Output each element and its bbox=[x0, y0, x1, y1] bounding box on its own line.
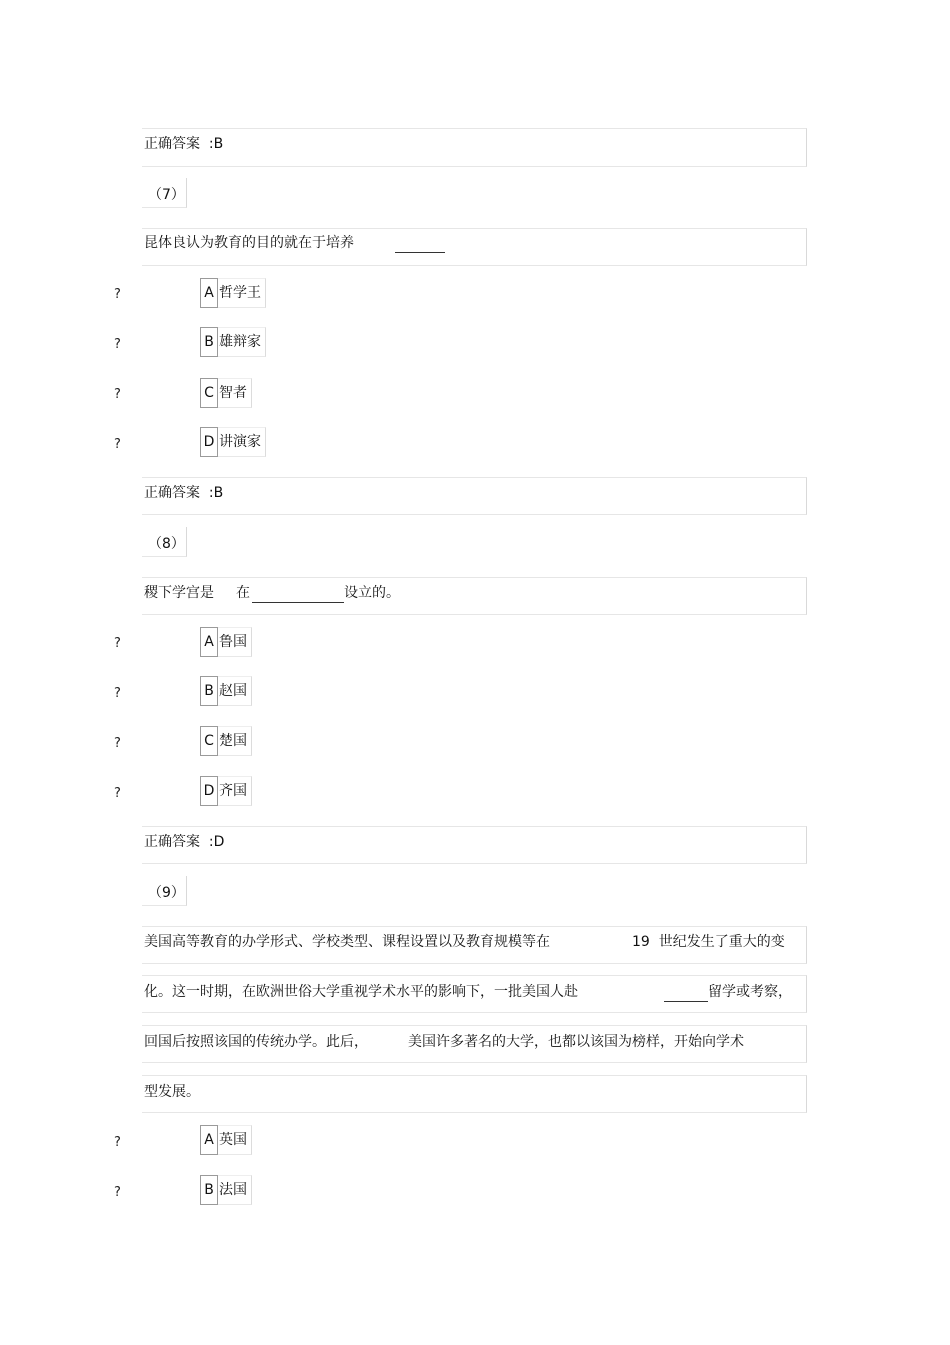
answer-text: 正确答案 :D bbox=[144, 834, 225, 850]
question-text-part: 设立的。 bbox=[344, 585, 400, 601]
option-b[interactable] bbox=[200, 327, 266, 357]
option-bullet: ? bbox=[114, 736, 121, 751]
option-letter: C bbox=[200, 726, 218, 756]
answer-text: 正确答案 :B bbox=[144, 136, 224, 152]
option-bullet: ? bbox=[114, 1135, 121, 1150]
option-bullet: ? bbox=[114, 387, 121, 402]
question-text bbox=[144, 235, 354, 251]
option-text: 鲁国 bbox=[219, 634, 247, 650]
answer-box bbox=[142, 477, 807, 515]
answer-blank bbox=[252, 588, 344, 603]
answer-text: 正确答案 :B bbox=[144, 485, 224, 501]
question-text-box bbox=[142, 926, 807, 964]
option-c[interactable] bbox=[200, 378, 252, 408]
option-letter: B bbox=[200, 1175, 218, 1205]
option-d[interactable] bbox=[200, 776, 252, 806]
option-text: 雄辩家 bbox=[219, 334, 261, 350]
option-b[interactable] bbox=[200, 1175, 252, 1205]
question-text-part: 昆体良认为教育的目的就在于培养 bbox=[144, 235, 354, 251]
question-text-box bbox=[142, 1025, 807, 1063]
option-letter: A bbox=[200, 278, 218, 308]
option-text: 赵国 bbox=[219, 683, 247, 699]
answer-blank bbox=[664, 987, 708, 1002]
question-text-line: 型发展。 bbox=[144, 1084, 200, 1100]
question-text-line: 美国许多著名的大学，也都以该国为榜样，开始向学术 bbox=[408, 1034, 744, 1050]
option-text: 楚国 bbox=[219, 733, 247, 749]
question-text-box bbox=[142, 1075, 807, 1113]
question-text-box bbox=[142, 228, 807, 266]
option-letter: B bbox=[200, 676, 218, 706]
question-text-box bbox=[142, 975, 807, 1013]
option-letter: A bbox=[200, 627, 218, 657]
question-number-text: （9） bbox=[148, 885, 185, 901]
option-letter: C bbox=[200, 378, 218, 408]
question-text-line: 化。这一时期，在欧洲世俗大学重视学术水平的影响下，一批美国人赴 bbox=[144, 984, 578, 1000]
option-bullet: ? bbox=[114, 337, 121, 352]
question-number bbox=[142, 876, 187, 906]
answer-box bbox=[142, 826, 807, 864]
option-letter: D bbox=[200, 427, 218, 457]
question-number-text: （7） bbox=[148, 187, 185, 203]
question-number bbox=[142, 178, 187, 208]
option-a[interactable] bbox=[200, 627, 252, 657]
option-bullet: ? bbox=[114, 437, 121, 452]
question-number-text: （8） bbox=[148, 536, 185, 552]
option-letter: D bbox=[200, 776, 218, 806]
option-bullet: ? bbox=[114, 786, 121, 801]
option-letter: B bbox=[200, 327, 218, 357]
answer-box bbox=[142, 128, 807, 167]
option-text: 智者 bbox=[219, 385, 247, 401]
option-d[interactable] bbox=[200, 427, 266, 457]
answer-blank bbox=[395, 238, 445, 253]
option-text: 讲演家 bbox=[219, 434, 261, 450]
option-bullet: ? bbox=[114, 686, 121, 701]
option-text: 法国 bbox=[219, 1182, 247, 1198]
question-number bbox=[142, 527, 187, 557]
question-text-part: 稷下学宫是 bbox=[144, 585, 214, 601]
question-text-line: 19 世纪发生了重大的变 bbox=[632, 934, 785, 950]
option-a[interactable] bbox=[200, 278, 266, 308]
question-text-line: 留学或考察， bbox=[708, 984, 792, 1000]
option-a[interactable] bbox=[200, 1125, 252, 1155]
question-text-box bbox=[142, 577, 807, 615]
option-text: 齐国 bbox=[219, 783, 247, 799]
option-text: 英国 bbox=[219, 1132, 247, 1148]
option-letter: A bbox=[200, 1125, 218, 1155]
question-text-line: 美国高等教育的办学形式、学校类型、课程设置以及教育规模等在 bbox=[144, 934, 550, 950]
option-b[interactable] bbox=[200, 676, 252, 706]
question-text-line: 回国后按照该国的传统办学。此后， bbox=[144, 1034, 368, 1050]
option-bullet: ? bbox=[114, 1185, 121, 1200]
question-text-part: 在 bbox=[236, 585, 250, 601]
option-bullet: ? bbox=[114, 636, 121, 651]
option-text: 哲学王 bbox=[219, 285, 261, 301]
option-c[interactable] bbox=[200, 726, 252, 756]
option-bullet: ? bbox=[114, 287, 121, 302]
